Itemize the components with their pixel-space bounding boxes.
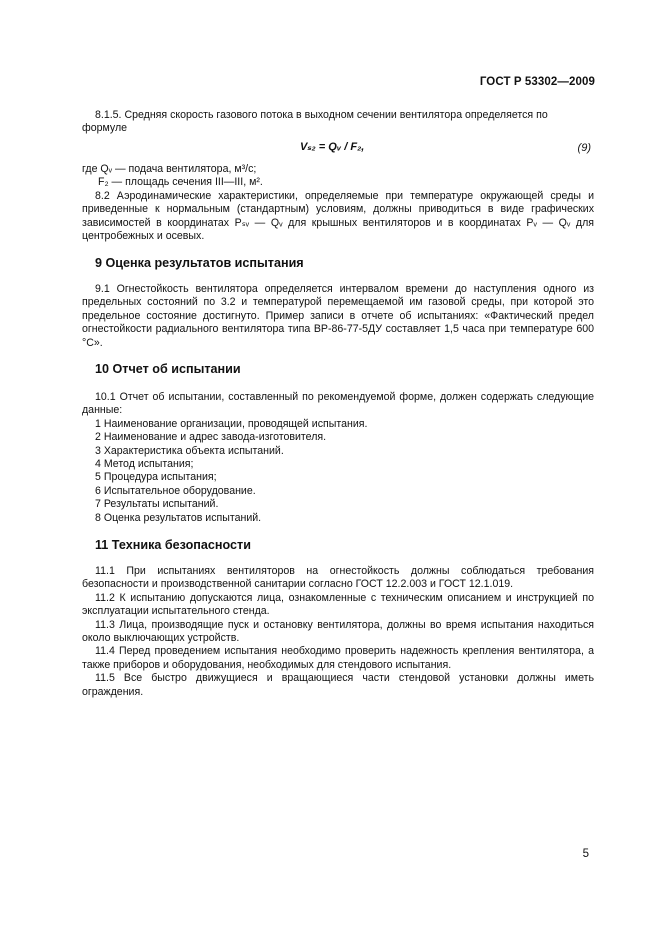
section-9-text [82, 283, 594, 350]
formula-number: (9) [577, 142, 591, 154]
list-item: 6 Испытательное оборудование. [95, 484, 256, 497]
list-item: 2 Наименование и адрес завода-изготовителя. [95, 431, 327, 444]
paragraph-11-5: 11.5 Все быстро движущиеся и вращающиеся части стендовой установки должны иметь ограждения. [82, 672, 594, 698]
heading-section-9: 9 Оценка результатов испытания [95, 256, 304, 270]
definition-f2: F₂ — площадь сечения III—III, м². [98, 176, 263, 189]
page-number: 5 [582, 848, 589, 860]
section-8-definitions [82, 163, 594, 243]
paragraph-11-3: 11.3 Лица, производящие пуск и остановку вентилятора, должны во время испытания находиться около выключающих устройств. [82, 618, 594, 645]
section-8-text [82, 109, 594, 136]
paragraph-9-1: 9.1 Огнестойкость вентилятора определяется интервалом времени до наступления одного из предельных состояний по 3.2 и температурой перемещаемой им газовой среды, при которой это предельное состояние достигнуто. Пример записи в отчете об испытаниях: «Фактический предел огнестойкости радиального вентилятора типа ВР-86-77-5ДУ составляет 1,5 часа при температуре 600 °С». [82, 283, 594, 349]
list-item: 8 Оценка результатов испытаний. [95, 511, 262, 524]
section-10-text [82, 391, 594, 525]
list-item: 5 Процедура испытания; [95, 471, 217, 484]
paragraph-8-2: 8.2 Аэродинамические характеристики, определяемые при температуре окружающей среды и приведенные к нормальным (стандартным) условиям, должны приводиться в виде графических зависимостей в координатах Pₛᵥ — Qᵥ для крышных вентиляторов и в координатах Pᵥ — Qᵥ для центробежных и осевых. [82, 189, 594, 243]
heading-section-10: 10 Отчет об испытании [95, 362, 241, 376]
list-item: 7 Результаты испытаний. [95, 498, 219, 511]
paragraph-8-1-5-line1: 8.1.5. Средняя скорость газового потока в выходном сечении вентилятора определяется по [95, 109, 548, 121]
list-item: 3 Характеристика объекта испытаний. [95, 444, 284, 457]
heading-section-11: 11 Техника безопасности [95, 538, 251, 552]
list-item: 1 Наименование организации, проводящей испытания. [95, 417, 368, 430]
formula-9: Vₛ₂ = Qᵥ / F₂, [300, 141, 365, 153]
report-contents-list [82, 418, 594, 525]
list-item: 4 Метод испытания; [95, 458, 194, 471]
paragraph-11-4: 11.4 Перед проведением испытания необходимо проверить надежность крепления вентилятора, а также приборов и оборудования, необходимых для стендового испытания. [82, 645, 594, 671]
paragraph-11-1: 11.1 При испытаниях вентиляторов на огнестойкость должны соблюдаться требования безопасности и производственной санитарии согласно ГОСТ 12.2.003 и ГОСТ 12.1.019. [82, 565, 594, 591]
definition-qv: где Qᵥ — подача вентилятора, м³/с; [82, 163, 257, 175]
paragraph-8-1-5-line2: формуле [82, 122, 128, 135]
paragraph-10-1: 10.1 Отчет об испытании, составленный по рекомендуемой форме, должен содержать следующие данные: [82, 391, 594, 417]
paragraph-11-2: 11.2 К испытанию допускаются лица, ознакомленные с техническим описанием и инструкцией по эксплуатации испытательного стенда. [82, 591, 594, 618]
document-code: ГОСТ Р 53302—2009 [479, 76, 595, 88]
section-11-text [82, 565, 594, 699]
